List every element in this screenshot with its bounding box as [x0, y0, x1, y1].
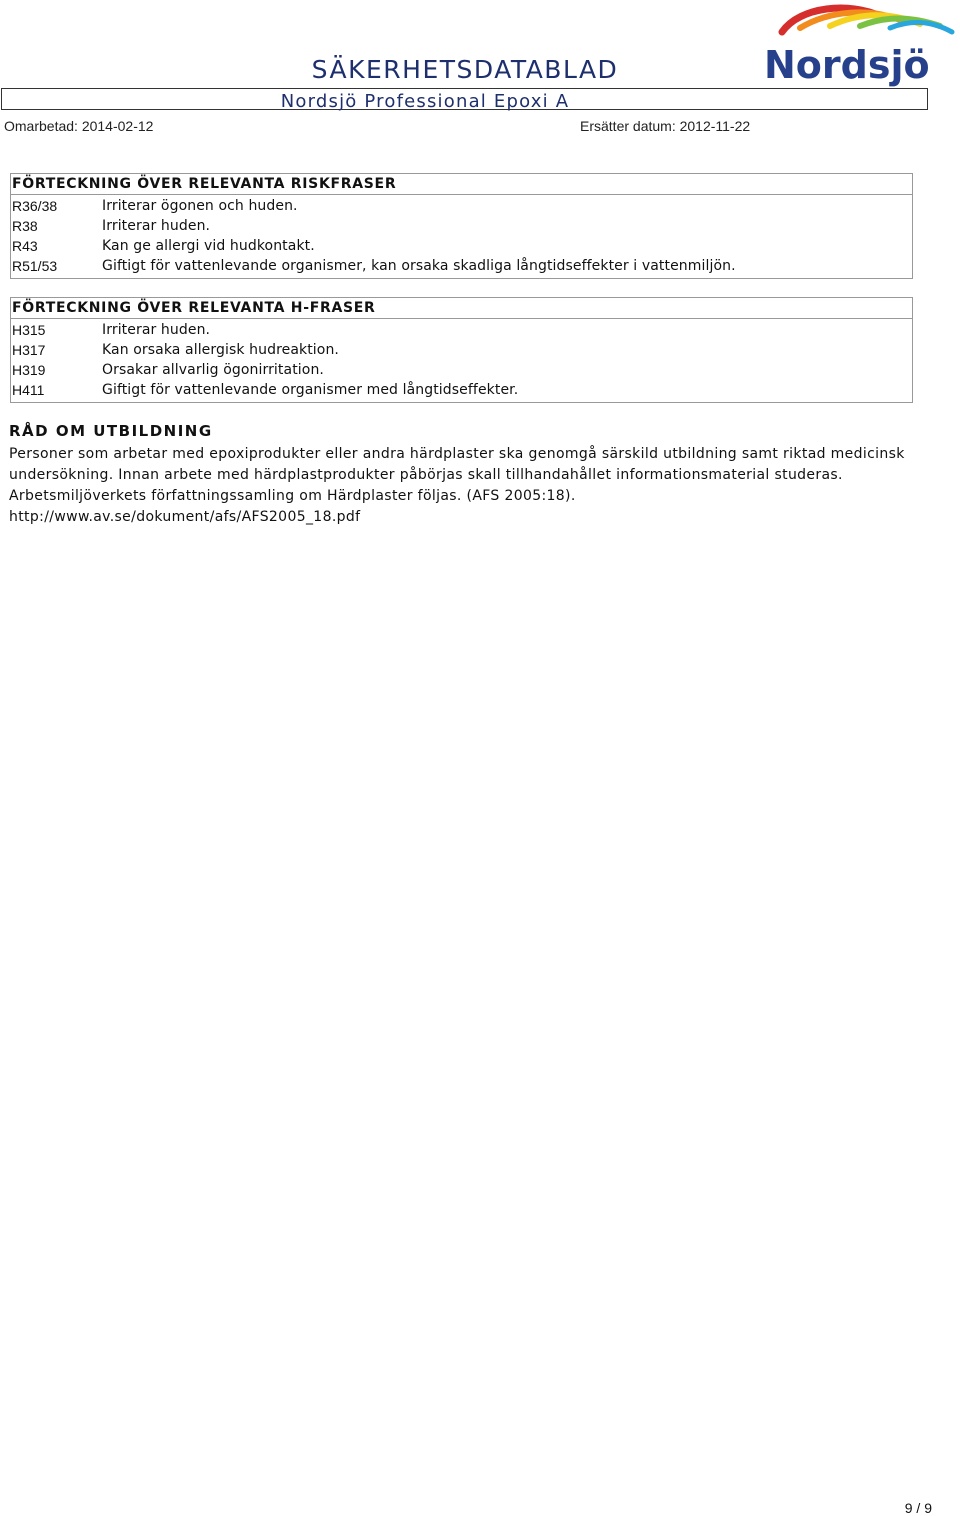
advice-link[interactable]: http://www.av.se/dokument/afs/AFS2005_18.pdf: [9, 509, 361, 525]
doc-title: SÄKERHETSDATABLAD: [311, 55, 619, 84]
replaces-date: Ersätter datum: 2012-11-22: [580, 118, 751, 134]
phrase-text: Irriterar ögonen och huden.: [102, 198, 298, 214]
phrase-text: Giftigt för vattenlevande organismer med långtidseffekter.: [102, 382, 519, 398]
h-phrases-table: [10, 297, 913, 403]
advice-body: Personer som arbetar med epoxiprodukter eller andra härdplaster ska genomgå särskild utbildning samt riktad medicinsk undersökning. Innan arbete med härdplastprodukter påbörjas skall tillhandahållet informationsmaterial studeras. Arbetsmiljöverkets författningssamling om Härdplaster följas. (AFS 2005:18).: [9, 446, 905, 504]
phrase-code: H317: [12, 342, 46, 358]
r-phrases-title: FÖRTECKNING ÖVER RELEVANTA RISKFRASER: [11, 174, 912, 195]
logo-wordmark: Nordsjö: [764, 43, 930, 87]
table-row: [11, 380, 912, 400]
table-row: [11, 360, 912, 380]
page-number: 9 / 9: [904, 1500, 932, 1516]
phrase-text: Kan orsaka allergisk hudreaktion.: [102, 342, 339, 358]
phrase-text: Giftigt för vattenlevande organismer, kan orsaka skadliga långtidseffekter i vattenmiljön.: [102, 258, 736, 274]
table-row: [11, 216, 912, 236]
table-row: [11, 340, 912, 360]
phrase-code: R43: [12, 238, 38, 254]
nordsjo-logo: [760, 2, 956, 90]
table-row: [11, 236, 912, 256]
phrase-code: R51/53: [12, 258, 58, 274]
phrase-code: R36/38: [12, 198, 58, 214]
advice-heading: RÅD OM UTBILDNING: [9, 422, 213, 440]
phrase-code: H315: [12, 322, 46, 338]
table-row: [11, 196, 912, 216]
phrase-text: Irriterar huden.: [102, 218, 211, 234]
table-row: [11, 256, 912, 276]
r-phrases-table: [10, 173, 913, 279]
phrase-text: Irriterar huden.: [102, 322, 211, 338]
phrase-code: H319: [12, 362, 46, 378]
revised-date: Omarbetad: 2014-02-12: [4, 118, 154, 134]
product-bar: [1, 88, 928, 110]
phrase-text: Kan ge allergi vid hudkontakt.: [102, 238, 315, 254]
product-name: Nordsjö Professional Epoxi A: [280, 91, 570, 112]
phrase-text: Orsakar allvarlig ögonirritation.: [102, 362, 324, 378]
phrase-code: H411: [12, 382, 45, 398]
advice-paragraph: [9, 444, 909, 528]
table-row: [11, 320, 912, 340]
h-phrases-title: FÖRTECKNING ÖVER RELEVANTA H-FRASER: [11, 298, 912, 319]
phrase-code: R38: [12, 218, 38, 234]
